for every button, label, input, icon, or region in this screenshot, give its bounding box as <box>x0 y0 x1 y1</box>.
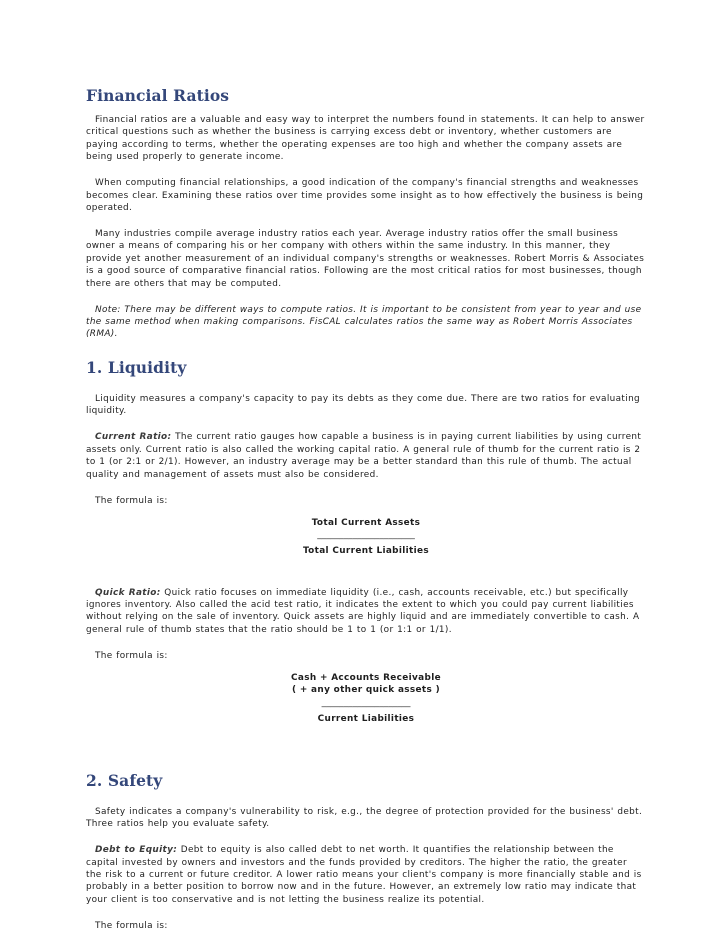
formula-denominator: Current Liabilities <box>317 713 415 724</box>
current-ratio-term: Current Ratio: <box>95 432 172 443</box>
formula-fraction-bar: ____________________ <box>321 697 411 708</box>
page-title: Financial Ratios <box>86 86 230 105</box>
current-ratio-formula <box>86 517 646 587</box>
intro-paragraph-3: Many industries compile average industry ratios each year. Average industry ratios offer the small business owner a means of comparing his or her company with others within the same industry. In this manner, they provide yet another measurement of an individual company's strengths or weaknesses. Robert Morris & Associates is a good source of comparative financial ratios. Following are the most critical ratios for most businesses, though there are others that may be computed. <box>86 229 645 289</box>
debt-to-equity-paragraph <box>86 844 646 906</box>
quick-ratio-text: Quick ratio focuses on immediate liquidity (i.e., cash, accounts receivable, etc.) but specifically ignores inventory. Also called the acid test ratio, it indicates the extent to which you could pay current liabilities without relying on the sale of inventory. Quick assets are highly liquid and are immediately convertible to cash. A general rule of thumb states that the ratio should be 1 to 1 (or 1:1 or 1/1). <box>86 587 640 635</box>
formula-denominator: Total Current Liabilities <box>302 546 430 557</box>
formula-numerator-line-1: Cash + Accounts Receivable <box>291 672 441 683</box>
quick-ratio-term: Quick Ratio: <box>95 587 161 598</box>
quick-ratio-paragraph <box>86 587 646 637</box>
formula-numerator: Total Current Assets <box>311 517 421 528</box>
current-ratio-text: The current ratio gauges how capable a business is in paying current liabilities by using current assets only. Current ratio is also called the working capital ratio. A general rule of thumb for the current ratio is 2 to 1 (or 2:1 or 2/1). However, an industry average may be a better standard than this rule of thumb. The actual quality and management of assets must also be considered. <box>86 432 642 480</box>
safety-intro: Safety indicates a company's vulnerability to risk, e.g., the degree of protection provided for the business' debt. Three ratios help you evaluate safety. <box>86 806 643 830</box>
liquidity-intro: Liquidity measures a company's capacity to pay its debts as they come due. There are two ratios for evaluating liquidity. <box>86 393 641 417</box>
formula-numerator-line-2: ( + any other quick assets ) <box>291 685 440 696</box>
debt-to-equity-text: Debt to equity is also called debt to net worth. It quantifies the relationship between the capital invested by owners and investors and the funds provided by creditors. The higher the ratio, the greater the risk to a current or future creditor. A lower ratio means your client's company is more financially stable and is probably in a better position to borrow now and in the future. However, an extremely low ratio may indicate that your client is too conservative and is not letting the business realize its potential. <box>86 845 642 905</box>
intro-paragraph-1: Financial ratios are a valuable and easy way to interpret the numbers found in statements. It can help to answer critical questions such as whether the business is carrying excess debt or inventory, whether customers are paying according to terms, whether the operating expenses are too high and whether the company assets are being used properly to generate income. <box>86 115 645 163</box>
current-ratio-formula-intro: The formula is: <box>95 495 168 506</box>
intro-paragraph-2: When computing financial relationships, a good indication of the company's financial strengths and weaknesses becomes clear. Examining these ratios over time provides some insight as to how effectively the business is being operated. <box>86 178 644 214</box>
document-body <box>86 78 646 946</box>
section-heading-safety: 2. Safety <box>86 770 163 790</box>
debt-to-equity-formula-intro: The formula is: <box>95 920 168 931</box>
formula-fraction-bar: ______________________ <box>317 529 415 540</box>
quick-ratio-formula-intro: The formula is: <box>95 650 168 661</box>
current-ratio-paragraph <box>86 431 646 481</box>
quick-ratio-formula <box>86 672 646 754</box>
debt-to-equity-term: Debt to Equity: <box>95 845 178 856</box>
section-heading-liquidity: 1. Liquidity <box>86 357 187 377</box>
note-paragraph: Note: There may be different ways to compute ratios. It is important to be consistent from year to year and use the same method when making comparisons. FisCAL calculates ratios the same way as Robert Morris Associates (RMA). <box>86 304 642 340</box>
